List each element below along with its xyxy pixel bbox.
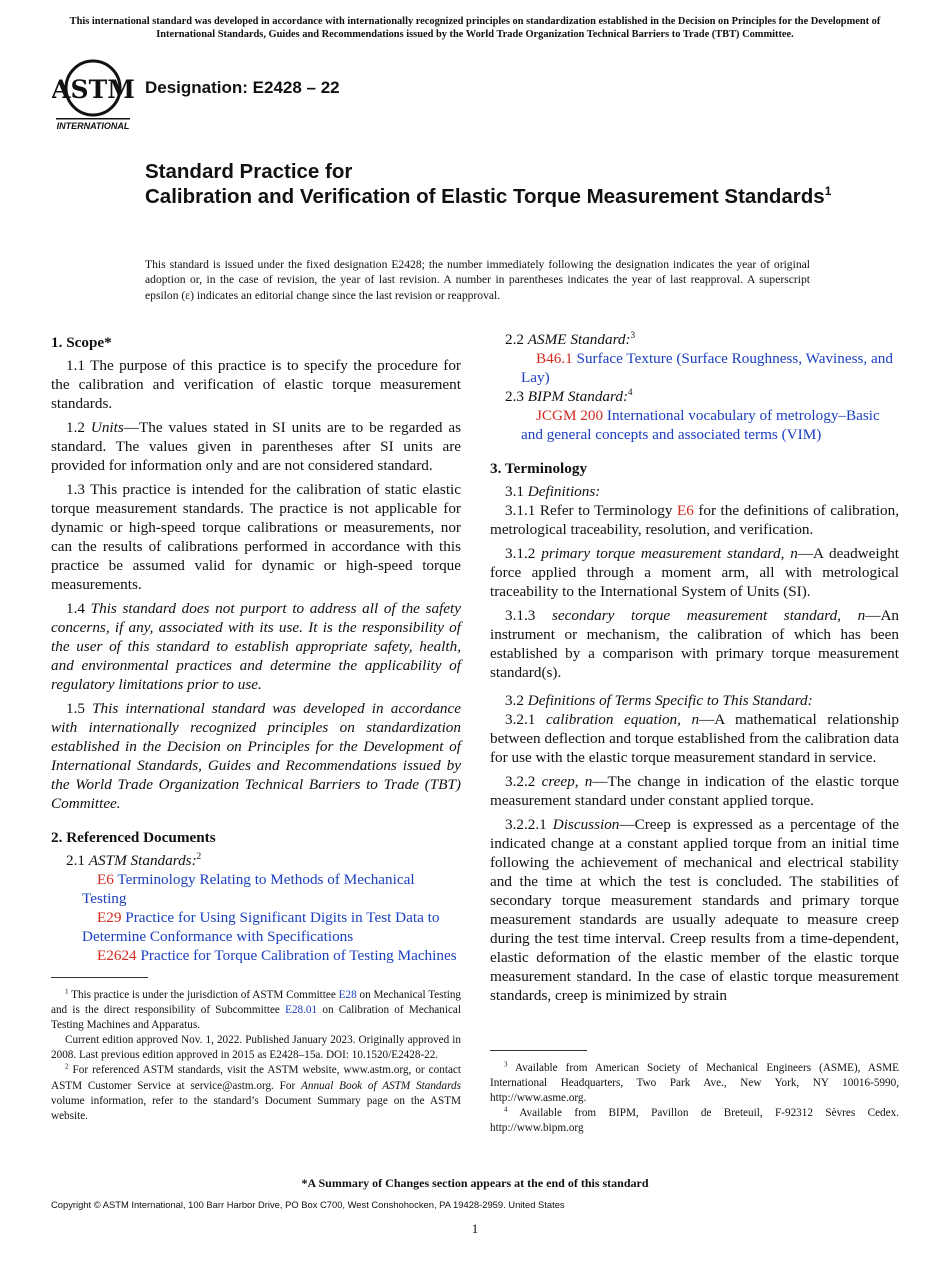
astm-logo — [52, 58, 134, 132]
committee-link[interactable]: E28 — [338, 989, 357, 1001]
para-num: 3.2.2 — [505, 773, 536, 790]
fn-text: on Mechanical Testing and is the direct responsibility of Subcommittee — [51, 989, 462, 1017]
footnote-3 — [490, 1061, 899, 1106]
title-line-1: Standard Practice for — [145, 160, 353, 183]
para-1-3: 1.3 This practice is intended for the calibration of static elastic torque measurement standards. The practice is not applicable for dynamic or high-speed torque calibrations or measurements, nor can the results of calibrations performed in accordance with this practice be assumed valid for dynamic or high-speed torque measurements. — [51, 481, 461, 593]
label: BIPM Standard: — [527, 388, 629, 405]
footnote-1 — [51, 988, 461, 1033]
para-num: 2.1 — [66, 852, 85, 869]
para-1-5 — [51, 699, 461, 813]
bipm-standard-label — [490, 387, 899, 406]
para-1-2 — [51, 418, 461, 475]
footnote-1-edition: Current edition approved Nov. 1, 2022. Published January 2023. Originally approved in 2008. Last previous edition approved in 2015 as E2428–15a. DOI: 10.1520/E2428-22. — [51, 1034, 461, 1062]
footnote-num: 2 — [65, 1062, 69, 1071]
footnotes-right — [490, 1061, 899, 1136]
designation: Designation: E2428 – 22 — [145, 78, 340, 97]
specific-defs-label — [490, 691, 899, 710]
ref-code[interactable]: B46.1 — [536, 350, 573, 367]
para-3-1-2 — [490, 544, 899, 601]
ref-code[interactable]: E6 — [97, 871, 114, 888]
ref-link[interactable]: Surface Texture (Surface Roughness, Waviness, and Lay) — [521, 350, 893, 386]
label: ASTM Standards: — [88, 852, 197, 869]
ref-link[interactable]: Terminology Relating to Methods of Mechanical Testing — [82, 871, 415, 907]
para-3-1-3 — [490, 606, 899, 682]
ref-link[interactable]: International vocabulary of metrology–Basic and general concepts and associated terms (VIM) — [521, 407, 880, 443]
ref-item-e2624[interactable] — [51, 946, 461, 965]
para-1-1: 1.1 The purpose of this practice is to specify the procedure for the calibration and verification of elastic torque measurement standards. — [51, 357, 461, 412]
para-num: 2.3 — [505, 388, 524, 405]
ref-item-e6[interactable] — [51, 870, 461, 908]
footnote-num: 1 — [65, 987, 69, 996]
footnote-2 — [51, 1063, 461, 1123]
fn-italic: Annual Book of ASTM Standards — [301, 1079, 461, 1092]
title-footnote-mark: 1 — [824, 183, 832, 198]
term: Units — [90, 419, 124, 436]
ref-item-e29[interactable] — [51, 908, 461, 946]
astm-logo-icon — [52, 58, 134, 132]
astm-standards-label — [51, 851, 461, 870]
footnote-mark: 3 — [630, 329, 636, 340]
title-block — [145, 160, 845, 209]
para-text: This international standard was developed in accordance with internationally recognized principles on standardization established in the Decision on Principles for the Development of International Standards, Guides and Recommendations issued by the World Trade Organization Technical Barriers to Trade (TBT) Committee. — [51, 700, 462, 812]
fn-text: This practice is under the jurisdiction of ASTM Committee — [71, 989, 336, 1001]
footnotes-left — [51, 988, 461, 1124]
subcommittee-link[interactable]: E28.01 — [285, 1004, 318, 1017]
para-text: —The change in indication of the elastic torque measurement standard under constant applied torque. — [490, 773, 899, 809]
scope-heading: 1. Scope* — [51, 334, 112, 351]
ref-code[interactable]: E6 — [676, 502, 694, 519]
footnote-4 — [490, 1106, 899, 1136]
term: secondary torque measurement standard, n — [552, 607, 866, 624]
fn-text: For referenced ASTM standards, visit the ASTM website, www.astm.org, or contact ASTM Customer Service at service@astm.org. For — [51, 1064, 461, 1092]
footnote-rule-right — [490, 1050, 587, 1051]
para-text: —A deadweight force applied through a moment arm, all with metrological traceability to the International System of Units (SI). — [490, 545, 900, 600]
ref-link[interactable]: Practice for Using Significant Digits in Test Data to Determine Conformance with Specifications — [82, 909, 440, 945]
para-1-4 — [51, 599, 461, 694]
para-3-2-2 — [490, 772, 899, 810]
para-3-2-2-1 — [490, 815, 899, 1005]
fn-text: Available from American Society of Mechanical Engineers (ASME), ASME International Headquarters, Two Park Ave., New York, NY 10016-5990, http://www.asme.org. — [490, 1062, 899, 1105]
summary-of-changes-note: *A Summary of Changes section appears at the end of this standard — [301, 1176, 649, 1190]
ref-item-b46[interactable] — [490, 349, 899, 387]
issue-note: This standard is issued under the fixed designation E2428; the number immediately following the designation indicates the year of original adoption or, in the case of revision, the year of last revision. A number in parentheses indicates the year of last reapproval. A superscript epsilon (ε) indicates an editorial change since the last revision or reapproval. — [145, 258, 810, 302]
para-num: 3.2 — [505, 692, 524, 709]
para-3-1-1 — [490, 501, 899, 539]
terminology-heading: 3. Terminology — [490, 460, 588, 477]
title-line-2 — [145, 185, 845, 210]
para-text: for the definitions of calibration, metrological traceability, resolution, and verification. — [490, 502, 899, 538]
para-text: —The values stated in SI units are to be regarded as standard. The values given in parentheses after SI units are provided for information only and are not considered standard. — [51, 419, 461, 474]
term: primary torque measurement standard, n — [541, 545, 798, 562]
label: Definitions of Terms Specific to This Standard: — [527, 692, 813, 709]
term: calibration equation, n — [545, 711, 700, 728]
refdocs-heading: 2. Referenced Documents — [51, 829, 216, 846]
right-column — [490, 330, 899, 1005]
para-num: 3.1.3 — [505, 607, 536, 624]
para-text: —An instrument or mechanism, the calibration of which has been established by a comparison with primary torque measurement standard(s). — [490, 607, 899, 681]
label: ASME Standard: — [527, 331, 631, 348]
fn-text: Available from BIPM, Pavillon de Breteuil, F-92312 Sèvres Cedex. http://www.bipm.org — [490, 1107, 899, 1135]
ref-link[interactable]: Practice for Torque Calibration of Testing Machines — [140, 947, 457, 964]
footnote-mark: 4 — [628, 386, 633, 397]
copyright: Copyright © ASTM International, 100 Barr Harbor Drive, PO Box C700, West Conshohocken, PA 19428-2959. United States — [51, 1199, 565, 1210]
footnote-mark: 2 — [196, 850, 202, 861]
para-text: 3.1.1 Refer to Terminology — [505, 502, 673, 519]
top-notice: This international standard was developed in accordance with internationally recognized principles on standardization established in the Decision on Principles for the Development of International Standards, Guides and Recommendations issued by the World Trade Organization Technical Barriers to Trade (TBT) Committee. — [69, 16, 881, 40]
footnote-rule-left — [51, 977, 148, 978]
term: creep, n — [541, 773, 593, 790]
footnote-num: 3 — [504, 1060, 508, 1069]
para-text: —Creep is expressed as a percentage of the indicated change at a constant applied torque from an initial time following the achievement of mechanical and electrical stability and the time at which the test is concluded. The stabilities of secondary torque measurement standards and primary torque measurement standards are usually adequate to measure creep during the test time interval. Creep results from a time-dependent, elastic deformation of the elastic member of the elastic torque measurement standard. In the case of elastic torque measurement standards, creep is minimized by strain — [490, 816, 899, 1004]
para-num: 3.1.2 — [505, 545, 536, 562]
label: Definitions: — [527, 483, 601, 500]
ref-code[interactable]: E2624 — [97, 947, 137, 964]
page-number: 1 — [471, 1221, 479, 1236]
definitions-label — [490, 482, 899, 501]
para-num: 1.4 — [66, 600, 85, 617]
para-3-2-1 — [490, 710, 899, 767]
fn-text: on Calibration of Mechanical Testing Machines and Apparatus. — [51, 1004, 462, 1032]
fn-text: volume information, refer to the standard’s Document Summary page on the ASTM website. — [51, 1094, 461, 1122]
para-num: 1.2 — [66, 419, 85, 436]
para-num: 3.1 — [505, 483, 524, 500]
term: Discussion — [552, 816, 620, 833]
para-num: 1.5 — [66, 700, 85, 717]
ref-code[interactable]: JCGM 200 — [536, 407, 604, 424]
title-main: Calibration and Verification of Elastic Torque Measurement Standards — [145, 184, 825, 208]
para-text: This standard does not purport to address all of the safety concerns, if any, associated with its use. It is the responsibility of the user of this standard to establish appropriate safety, health, and environmental practices and determine the applicability of regulatory limitations prior to use. — [51, 600, 462, 693]
para-num: 3.2.1 — [505, 711, 536, 728]
ref-item-jcgm[interactable] — [490, 406, 899, 444]
svg-text:ASTM: ASTM — [52, 75, 134, 104]
footnote-num: 4 — [504, 1105, 508, 1114]
asme-standard-label — [490, 330, 899, 349]
logo-text: INTERNATIONAL — [56, 121, 130, 131]
left-column — [51, 333, 461, 965]
ref-code[interactable]: E29 — [97, 909, 122, 926]
para-num: 2.2 — [505, 331, 524, 348]
para-text: —A mathematical relationship between deflection and torque established from the calibration data for use with the elastic torque measurement standard in service. — [490, 711, 900, 766]
para-num: 3.2.2.1 — [505, 816, 547, 833]
